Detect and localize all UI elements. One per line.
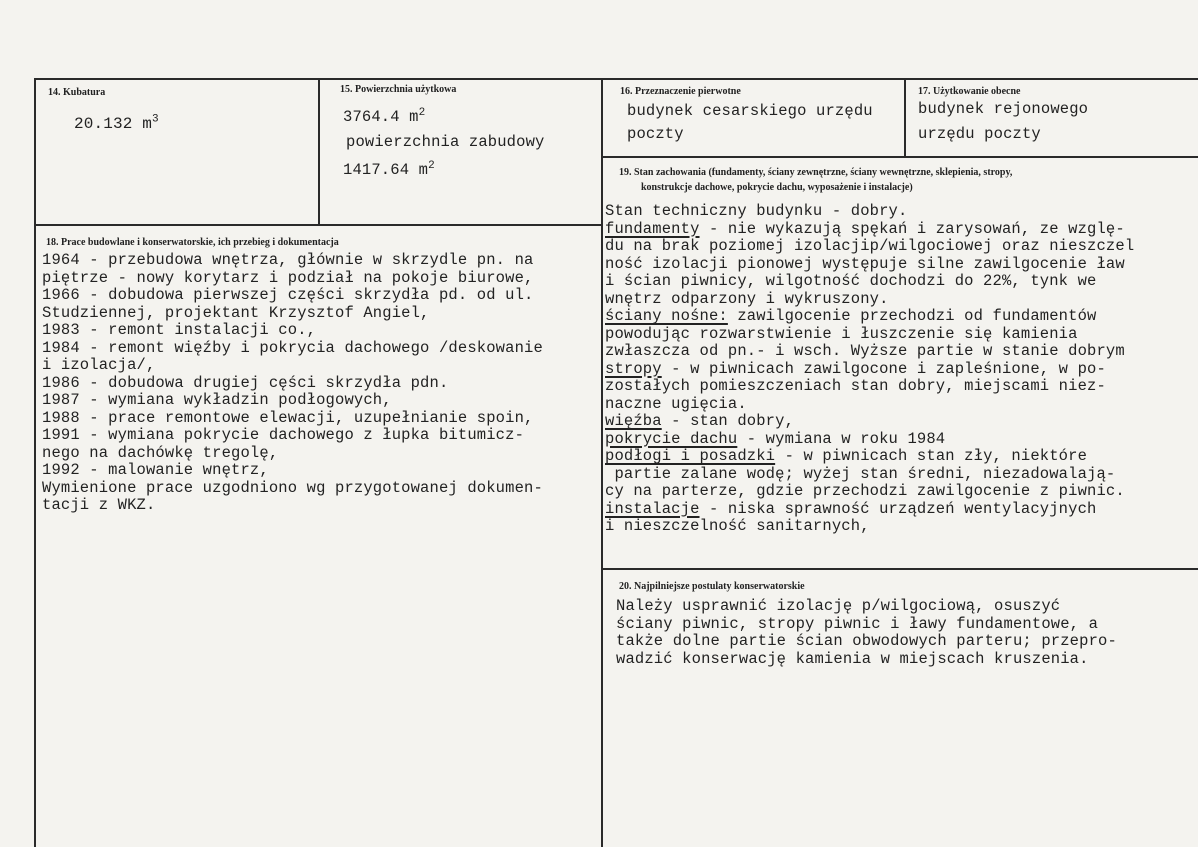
section-19-label-line-2: konstrukcje dachowe, pokrycie dachu, wyposażenie i instalacje): [641, 182, 913, 193]
original-use-line-1: budynek cesarskiego urzędu: [627, 102, 873, 120]
divider-16-17: [904, 78, 906, 156]
section-17-label: 17. Użytkowanie obecne: [918, 86, 1021, 97]
left-rule: [34, 78, 36, 847]
built-area-value: [343, 161, 435, 179]
condition-line: [605, 342, 1125, 360]
condition-heading: fundamenty: [605, 219, 700, 238]
built-area-label: powierzchnia zabudowy: [346, 133, 545, 151]
divider-14-15: [318, 78, 320, 224]
works-line: 1991 - wymiana pokrycie dachowego z łupka bitumicz-: [42, 426, 525, 444]
condition-text-span: - nie wykazują spękań i zarysowań, ze wzglę-: [699, 219, 1125, 238]
divider-left-right: [601, 78, 603, 847]
postulate-line: także dolne partie ścian obwodowych parteru; przepro-: [616, 632, 1117, 650]
condition-text-span: du na brak poziomej izolacjip/wilgociowej oraz nieszczel: [605, 237, 1135, 255]
works-line: 1992 - malowanie wnętrz,: [42, 461, 269, 479]
works-line: 1964 - przebudowa wnętrza, głównie w skrzydle pn. na: [42, 251, 534, 269]
original-use-line-2: poczty: [627, 125, 684, 143]
condition-line: [605, 360, 1106, 378]
cubature-value: [74, 115, 159, 133]
top-rule: [34, 78, 1198, 80]
works-line: 1987 - wymiana wykładzin podłogowych,: [42, 391, 392, 409]
cubature-unit-sup: 3: [152, 113, 159, 126]
current-use-line-2: urzędu poczty: [918, 125, 1041, 143]
works-line: 1966 - dobudowa pierwszej części skrzydła pd. od ul.: [42, 286, 534, 304]
rule-above-20: [601, 568, 1198, 570]
condition-heading: instalacje: [605, 499, 700, 518]
condition-text-span: - wymiana w roku 1984: [737, 429, 946, 448]
condition-heading: pokrycie dachu: [605, 429, 738, 448]
condition-text-span: i nieszczelność sanitarnych,: [605, 517, 870, 535]
section-16-label: 16. Przeznaczenie pierwotne: [620, 86, 741, 97]
condition-line: [605, 412, 794, 430]
condition-line: [605, 202, 907, 220]
condition-text-span: - niska sprawność urządzeń wentylacyjnych: [699, 499, 1097, 518]
condition-line: [605, 325, 1078, 343]
condition-text-span: - stan dobry,: [661, 412, 795, 430]
condition-text-span: naczne ugięcia.: [605, 394, 747, 413]
cubature-number: 20.132 m: [74, 115, 153, 133]
condition-text-span: powodując rozwarstwienie i łuszczenie się kamienia: [605, 324, 1078, 343]
condition-line: [605, 517, 870, 535]
condition-line: [605, 465, 1115, 483]
section-18-label: 18. Prace budowlane i konserwatorskie, ich przebieg i dokumentacja: [46, 237, 339, 248]
postulate-line: ściany piwnic, stropy piwnic i ławy fundamentowe, a: [616, 614, 1099, 633]
condition-text-span: wnętrz odparzony i wykruszony.: [605, 289, 889, 308]
works-line: piętrze - nowy korytarz i podział na pokoje biurowe,: [42, 268, 534, 287]
condition-line: [605, 237, 1134, 255]
usable-area-sup: 2: [418, 106, 426, 119]
section-20-label: 20. Najpilniejsze postulaty konserwatorskie: [619, 581, 805, 592]
works-line: 1988 - prace remontowe elewacji, uzupełnianie spoin,: [42, 408, 534, 427]
condition-line: [605, 500, 1096, 518]
current-use-line-1: budynek rejonowego: [918, 100, 1089, 118]
works-line: tacji z WKZ.: [42, 496, 156, 514]
postulate-line: Należy usprawnić izolację p/wilgociową, osuszyć: [616, 597, 1061, 615]
condition-line: [605, 220, 1125, 238]
condition-line: [605, 377, 1106, 395]
usable-area-number: 3764.4 m: [343, 108, 419, 126]
built-area-sup: 2: [428, 159, 435, 172]
usable-area-value: [343, 108, 425, 126]
condition-line: [605, 447, 1087, 465]
condition-line: [605, 272, 1096, 290]
condition-text-span: ność izolacji pionowej występuje silne zawilgocenie ław: [605, 254, 1125, 273]
works-line: i izolacja/,: [42, 356, 156, 374]
rule-under-16-17: [601, 156, 1198, 158]
section-14-label: 14. Kubatura: [48, 87, 106, 98]
condition-text-span: - w piwnicach stan zły, niektóre: [775, 447, 1088, 465]
works-line: Studziennej, projektant Krzysztof Angiel,: [42, 303, 430, 322]
condition-line: [605, 395, 747, 413]
section-19-label-line-1: 19. Stan zachowania (fundamenty, ściany zewnętrzne, ściany wewnętrzne, sklepienia, stropy,: [619, 167, 1013, 178]
postulates-text: [616, 597, 1196, 677]
works-line: nego na dachówkę tregolę,: [42, 443, 279, 462]
condition-line: [605, 255, 1125, 273]
condition-line: [605, 290, 889, 308]
works-line: 1984 - remont więźby i pokrycia dachowego /deskowanie: [42, 338, 543, 357]
works-history-text: [42, 251, 600, 521]
works-line: 1983 - remont instalacji co.,: [42, 321, 317, 339]
condition-text-span: zawilgocenie przechodzi od fundamentów: [727, 307, 1097, 325]
condition-text-span: i ścian piwnicy, wilgotność dochodzi do 22%, tynk we: [605, 272, 1097, 290]
condition-line: [605, 430, 945, 448]
condition-text-span: zwłaszcza od pn.- i wsch. Wyższe partie w stanie dobrym: [605, 342, 1125, 360]
condition-heading: podłogi i posadzki: [605, 447, 776, 465]
condition-line: [605, 482, 1125, 500]
condition-text-span: zostałych pomieszczeniach stan dobry, miejscami niez-: [605, 377, 1106, 395]
built-area-number: 1417.64 m: [343, 161, 429, 179]
rule-under-14-15: [34, 224, 602, 226]
condition-heading: ściany nośne:: [605, 307, 728, 325]
condition-heading: stropy: [605, 359, 662, 378]
condition-heading: więźba: [605, 412, 662, 430]
works-line: Wymienione prace uzgodniono wg przygotowanej dokumen-: [42, 478, 543, 497]
condition-text-span: partie zalane wodę; wyżej stan średni, niezadowalają-: [605, 464, 1116, 483]
condition-text-span: Stan techniczny budynku - dobry.: [605, 202, 908, 220]
condition-text-span: cy na parterze, gdzie przechodzi zawilgocenie z piwnic.: [605, 482, 1125, 500]
works-line: 1986 - dobudowa drugiej cęści skrzydła pdn.: [42, 373, 449, 392]
condition-text: [605, 202, 1197, 542]
postulate-line: wadzić konserwację kamienia w miejscach kruszenia.: [616, 649, 1089, 668]
condition-line: [605, 307, 1096, 325]
section-15-label: 15. Powierzchnia użytkowa: [340, 84, 457, 95]
condition-text-span: - w piwnicach zawilgocone i zapleśnione, w po-: [661, 359, 1106, 378]
